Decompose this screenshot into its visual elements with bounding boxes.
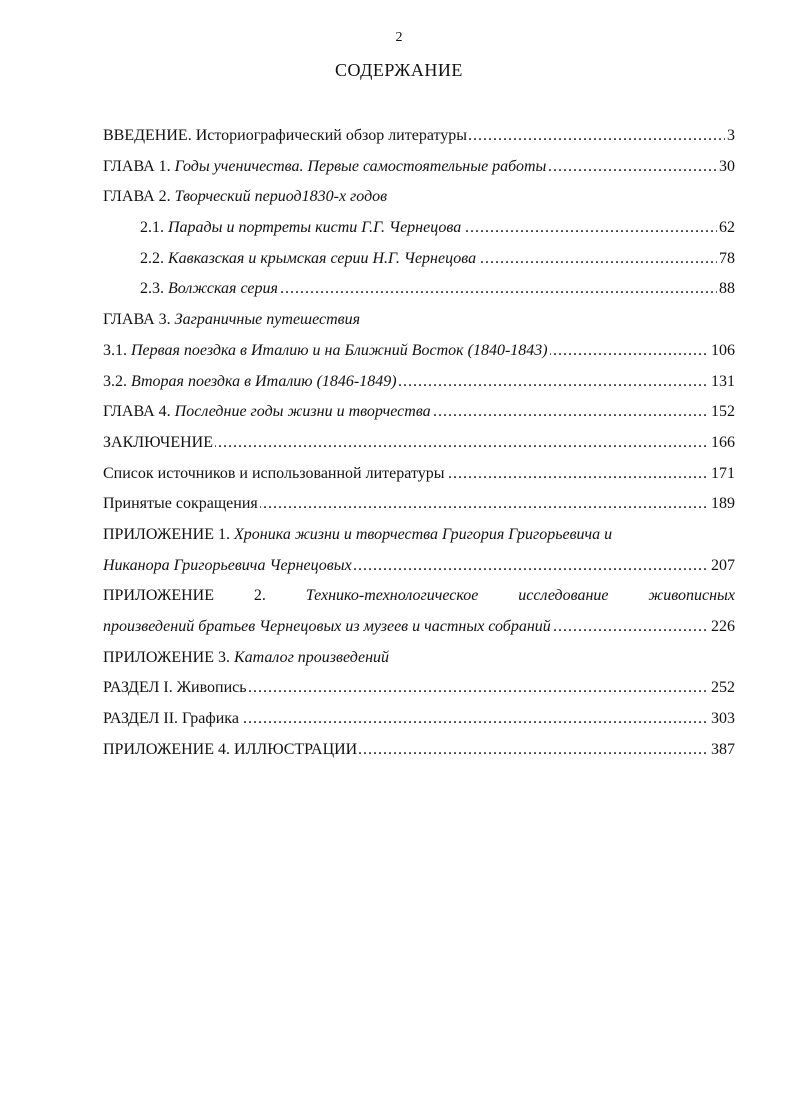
toc-page-number: 3 — [725, 121, 735, 152]
toc-entry-label: ПРИЛОЖЕНИЕ 2. — [103, 587, 306, 605]
toc-entry-label: РАЗДЕЛ I. Живопись — [103, 679, 247, 697]
toc-page-number: 30 — [717, 152, 735, 183]
toc-entry-label: ВВЕДЕНИЕ. Историографический обзор литературы — [103, 127, 468, 144]
toc-entry-title: Технико-технологическое исследование живописных — [305, 587, 735, 605]
toc-page-number: 166 — [709, 428, 735, 459]
toc-entry-title: Хроника жизни и творчества Григория Григорьевича и — [234, 525, 613, 543]
toc-entry-title: Заграничные путешествия — [174, 311, 361, 329]
toc-page-number: 303 — [709, 704, 735, 735]
toc-page-number: 88 — [717, 274, 735, 305]
toc-entry-appendix-4[interactable] — [103, 735, 735, 766]
page-number: 2 — [395, 30, 403, 45]
toc-entry-label: 2.3. — [140, 280, 168, 298]
toc-entry-label: 3.2. — [103, 372, 131, 390]
toc-entry-label: 2.1. — [140, 219, 168, 237]
toc-entry-label: ГЛАВА 1. — [103, 157, 175, 175]
toc-entry-appendix-3[interactable] — [103, 643, 735, 674]
toc-entry-chapter-1[interactable] — [103, 152, 735, 183]
toc-entry-title: Кавказская и крымская серии Н.Г. Чернецова — [168, 249, 477, 267]
toc-entry-section-2-3[interactable] — [140, 274, 735, 305]
toc-entry-appendix-1[interactable] — [103, 520, 735, 551]
toc-entry-label: ПРИЛОЖЕНИЕ 1. — [103, 525, 235, 543]
toc-page-number: 106 — [709, 336, 735, 367]
toc-page-number: 62 — [717, 213, 735, 244]
table-of-contents — [103, 121, 735, 765]
toc-page-number: 207 — [709, 551, 735, 582]
toc-entry-abbreviations[interactable] — [103, 489, 735, 520]
toc-entry-label: ГЛАВА 3. — [103, 311, 175, 329]
toc-entry-section-painting[interactable] — [103, 673, 735, 704]
page-title: СОДЕРЖАНИЕ — [335, 60, 463, 80]
toc-entry-label: 3.1. — [103, 341, 131, 359]
toc-page-number: 387 — [709, 735, 735, 766]
toc-entry-section-2-2[interactable] — [140, 244, 735, 275]
toc-entry-title: произведений братьев Чернецовых из музеев и частных собраний — [103, 618, 551, 635]
toc-page-number: 189 — [709, 489, 735, 520]
toc-entry-label: Список источников и использованной литературы — [103, 464, 445, 482]
toc-entry-appendix-2-cont[interactable] — [103, 612, 735, 643]
toc-entry-section-3-1[interactable] — [103, 336, 735, 367]
toc-entry-chapter-4[interactable] — [103, 397, 735, 428]
toc-entry-label: ПРИЛОЖЕНИЕ 4. ИЛЛЮСТРАЦИИ — [103, 740, 358, 758]
toc-entry-section-2-1[interactable] — [140, 213, 735, 244]
toc-entry-label: 2.2. — [140, 249, 168, 267]
toc-entry-label: ГЛАВА 4. — [103, 403, 175, 421]
toc-entry-title: Вторая поездка в Италию (1846-1849) — [131, 372, 397, 390]
toc-entry-title: Первая поездка в Италию и на Ближний Восток (1840-1843) — [131, 341, 548, 359]
toc-entry-section-3-2[interactable] — [103, 367, 735, 398]
toc-entry-title: Годы ученичества. Первые самостоятельные работы — [174, 157, 547, 175]
toc-entry-title: Волжская серия — [168, 280, 278, 298]
toc-entry-label: РАЗДЕЛ II. Графика — [103, 710, 239, 728]
toc-entry-conclusion[interactable] — [103, 428, 735, 459]
toc-page-number: 131 — [709, 367, 735, 398]
toc-page-number: 252 — [709, 673, 735, 704]
toc-entry-title: Парады и портреты кисти Г.Г. Чернецова — [168, 219, 462, 237]
toc-page-number: 226 — [709, 612, 735, 643]
toc-entry-label: Принятые сокращения — [103, 495, 258, 513]
toc-page-number: 78 — [717, 244, 735, 275]
toc-entry-chapter-2[interactable] — [103, 182, 735, 213]
toc-entry-label: ПРИЛОЖЕНИЕ 3. — [103, 648, 235, 666]
toc-entry-label: ЗАКЛЮЧЕНИЕ — [103, 433, 213, 451]
toc-entry-title: Никанора Григорьевича Чернецовых — [103, 556, 352, 574]
toc-entry-appendix-2[interactable] — [103, 581, 735, 612]
toc-entry-section-graphics[interactable] — [103, 704, 735, 735]
toc-entry-appendix-1-cont[interactable] — [103, 551, 735, 582]
toc-entry-title: Каталог произведений — [234, 648, 390, 666]
toc-page-number: 171 — [709, 459, 735, 490]
toc-page-number: 152 — [709, 397, 735, 428]
toc-entry-title: Последние годы жизни и творчества — [174, 403, 431, 421]
toc-entry-title: Творческий период1830-х годов — [174, 188, 388, 206]
toc-entry-bibliography[interactable] — [103, 459, 735, 490]
toc-entry-chapter-3[interactable] — [103, 305, 735, 336]
toc-entry-introduction[interactable] — [103, 121, 735, 152]
toc-entry-label: ГЛАВА 2. — [103, 188, 175, 206]
